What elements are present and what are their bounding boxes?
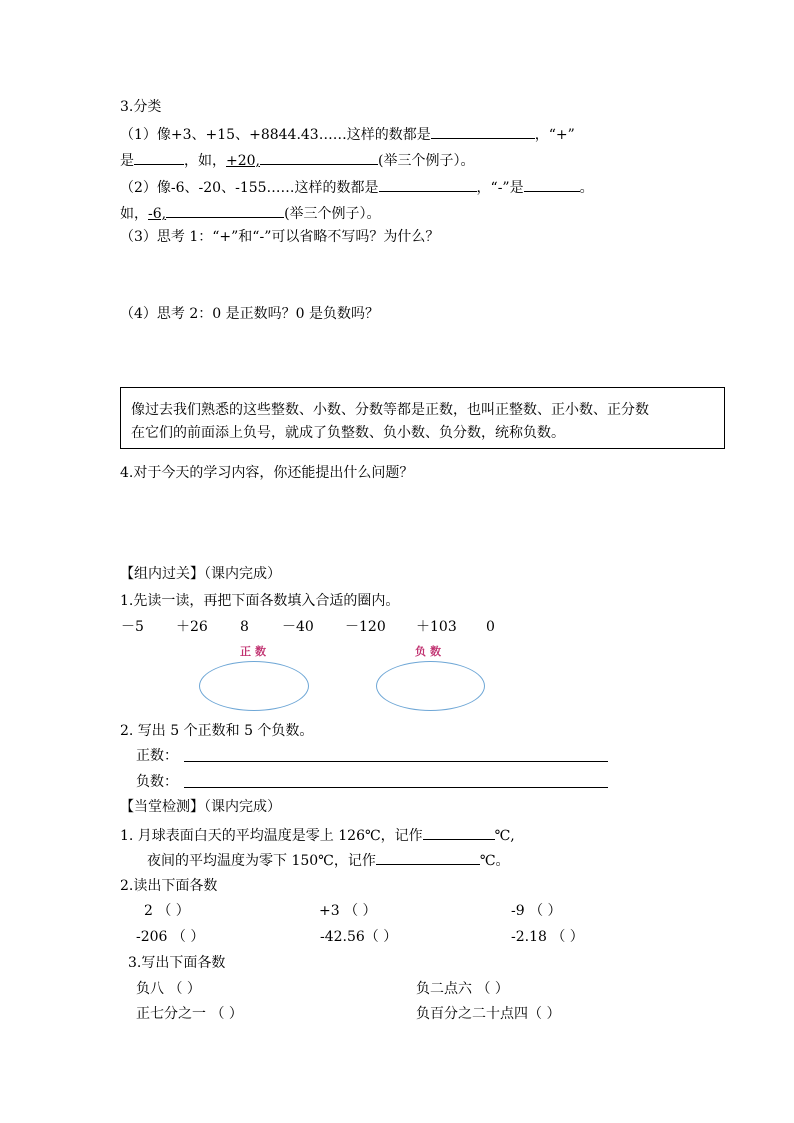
q2-text: （2）像-6、-20、-155……这样的数都是 [120,180,379,196]
number-7: 0 [486,619,495,635]
check-q1-text: 1. 月球表面白天的平均温度是零上 126℃，记作 [120,828,423,844]
q1-text-c: 是 [120,153,134,169]
q1-blank-3[interactable] [260,150,378,165]
q2-line2 [120,203,381,223]
number-2: ＋26 [176,619,208,635]
definition-line-2: 在它们的前面添上负号，就成了负整数、负小数、负分数，统称负数。 [131,425,565,441]
check-q3: 3.写出下面各数 [128,955,226,971]
number-1: －5 [121,619,144,635]
q1-blank-1[interactable] [431,124,535,139]
number-4: －40 [282,619,314,635]
section-4-title: 4.对于今天的学习内容，你还能提出什么问题？ [120,465,414,481]
q2-blank-2[interactable] [524,177,580,192]
oval-positive-label: 正数 [240,645,270,658]
group-heading: 【组内过关】（课内完成） [120,566,281,582]
q1-text-e: (举三个例子）。 [378,153,475,169]
q2-blank-3[interactable] [166,203,284,218]
q1-text: （1）像+3、+15、+8844.43……这样的数都是 [120,127,431,143]
check-q1-text-c: 夜间的平均温度为零下 150℃，记作 [147,853,376,869]
positive-label: 正数： [136,748,178,764]
group-q1: 1.先读一读，再把下面各数填入合适的圈内。 [120,593,400,609]
check-q1-line1 [120,825,515,845]
write-item-4[interactable]: 负百分之二十点四（ ） [416,1006,561,1022]
q3-think-1: （3）思考 1：“+”和“-”可以省略不写吗？为什么？ [120,229,440,245]
read-item-2[interactable]: +3 （ ） [319,903,377,919]
check-q1-unit-2: ℃。 [479,853,510,869]
definition-line-1: 像过去我们熟悉的这些整数、小数、分数等都是正数，也叫正整数、正小数、正分数 [131,402,649,418]
negative-write-line[interactable] [184,787,608,788]
q2-example: -6, [148,206,167,222]
write-item-2[interactable]: 负二点六 （ ） [416,981,509,997]
q1-text-d: ，如， [184,153,226,169]
negative-label: 负数： [136,774,178,790]
check-q1-line2 [147,850,510,870]
read-item-6[interactable]: -2.18 （ ） [511,929,584,945]
q1-blank-2[interactable] [134,150,184,165]
check-q1-unit-1: ℃, [494,828,515,844]
q4-think-2: （4）思考 2：0 是正数吗？0 是负数吗？ [120,306,379,322]
read-item-3[interactable]: -9 （ ） [511,903,562,919]
oval-negative-label: 负数 [415,645,445,658]
q1-line1 [120,124,575,144]
check-q1-blank-2[interactable] [376,850,480,865]
positive-write-line[interactable] [184,761,608,762]
positive-circle[interactable] [199,661,309,711]
q1-text-b: ，“+” [534,127,575,143]
q2-blank-1[interactable] [379,177,477,192]
number-3: 8 [240,619,249,635]
check-heading: 【当堂检测】（课内完成） [120,799,281,815]
negative-circle[interactable] [376,661,485,711]
number-6: ＋103 [416,619,457,635]
write-item-1[interactable]: 负八 （ ） [136,981,201,997]
definition-box [120,387,725,449]
write-item-3[interactable]: 正七分之一 （ ） [136,1006,243,1022]
read-item-4[interactable]: -206 （ ） [136,929,205,945]
q2-text-b: ，“-”是 [476,180,524,196]
q2-text-c: 。 [579,180,594,196]
q2-line1 [120,177,594,197]
q1-example: +20, [226,153,260,169]
number-5: －120 [345,619,386,635]
section-3-title: 3.分类 [120,99,162,115]
group-q2: 2. 写出 5 个正数和 5 个负数。 [120,723,314,739]
q1-line2 [120,150,474,170]
check-q2: 2.读出下面各数 [120,878,218,894]
q2-text-d: 如， [120,206,148,222]
check-q1-blank-1[interactable] [423,825,495,840]
q2-text-e: (举三个例子）。 [284,206,381,222]
read-item-1[interactable]: 2 （ ） [144,903,190,919]
read-item-5[interactable]: -42.56（ ） [320,929,398,945]
